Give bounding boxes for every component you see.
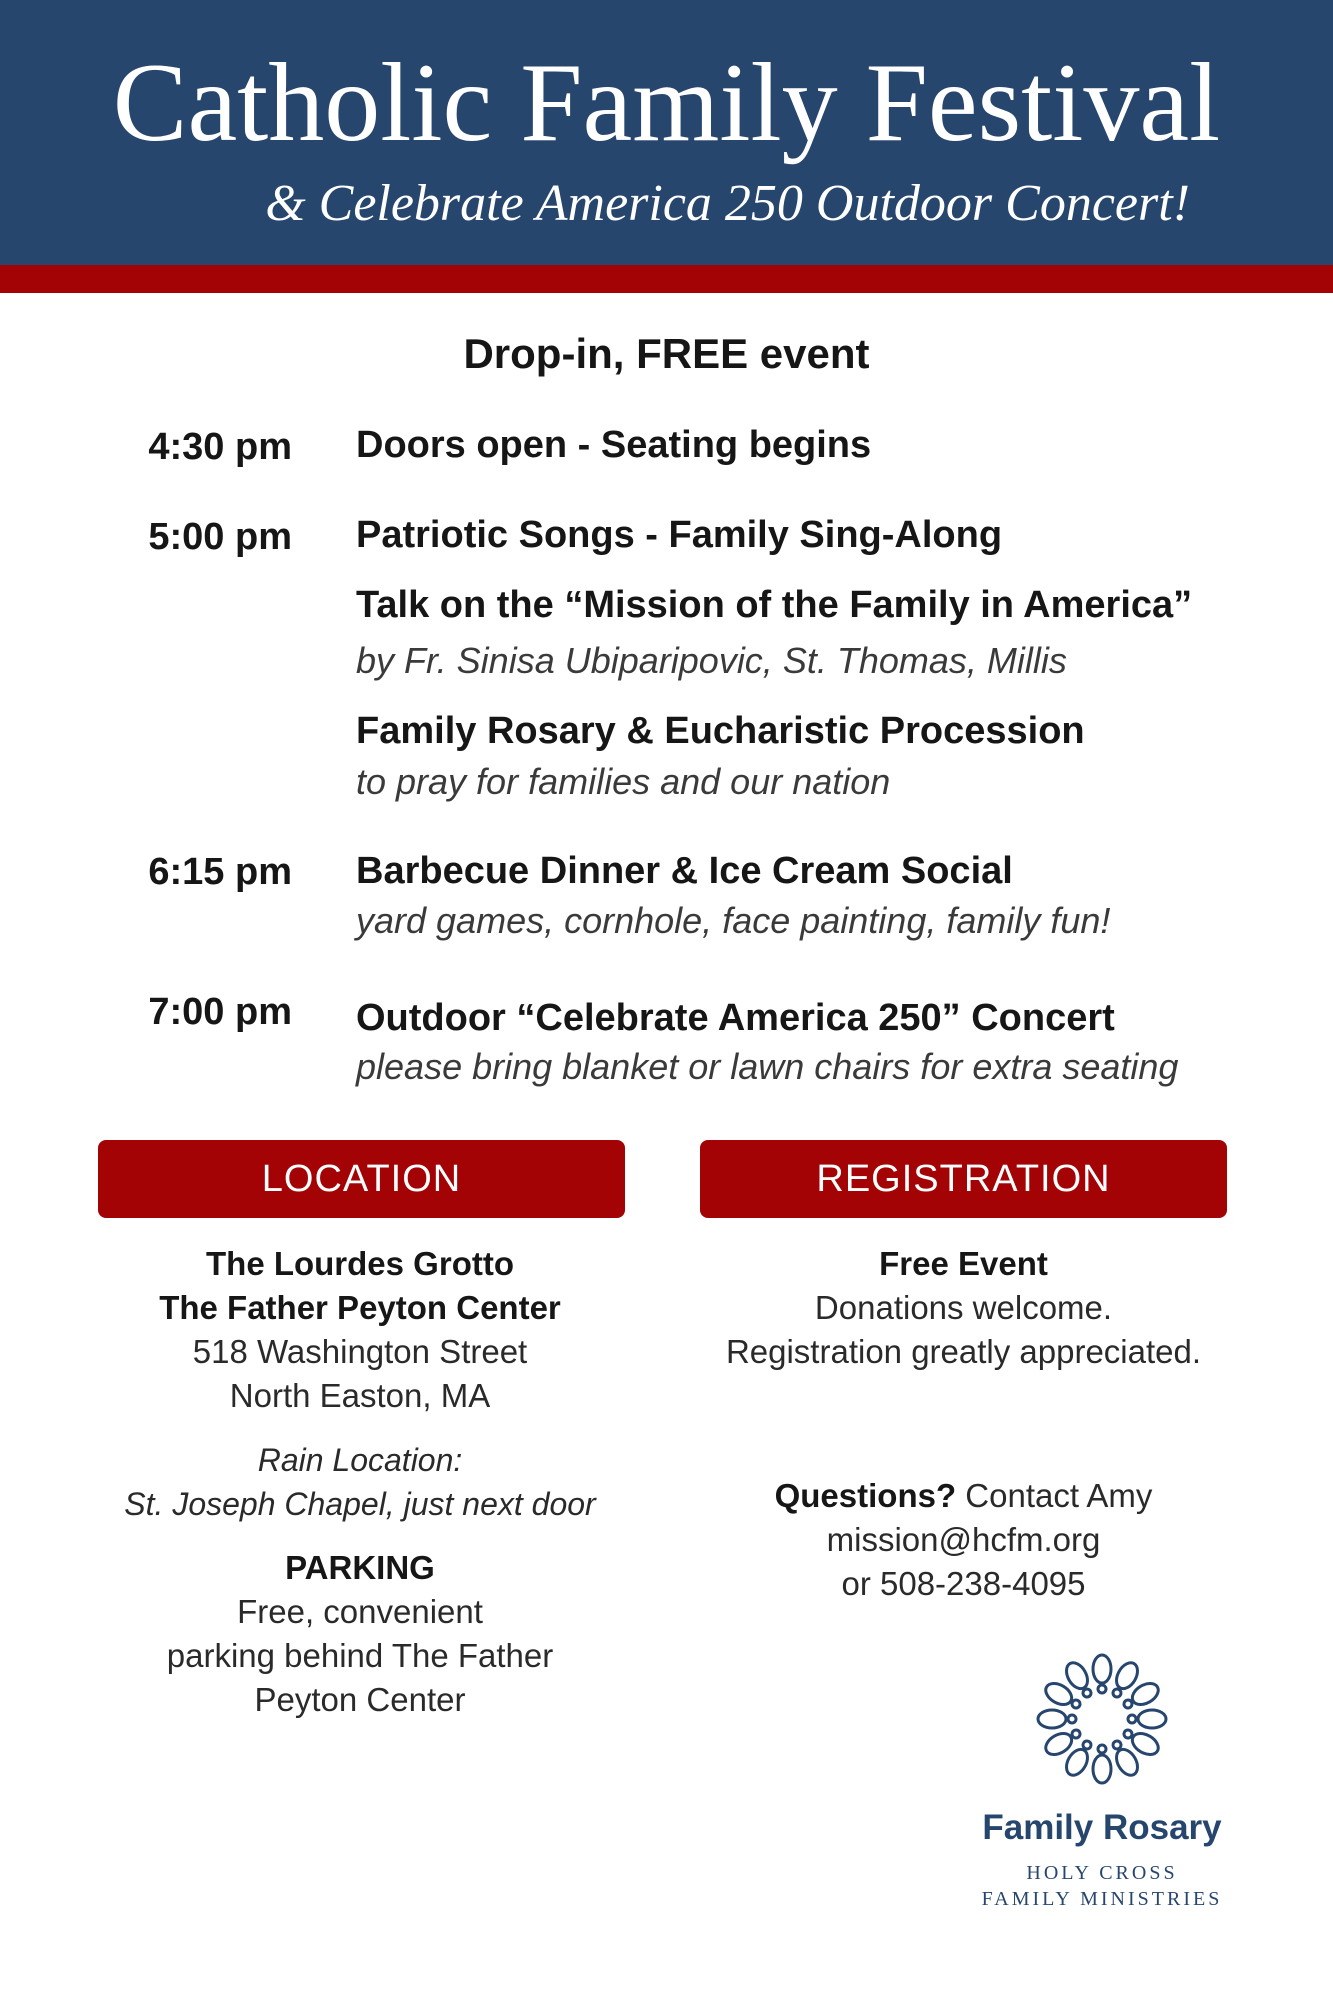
registration-details bbox=[682, 1242, 1245, 1606]
drop-in-notice: Drop-in, FREE event bbox=[463, 330, 870, 377]
event-rosary-desc: to pray for families and our nation bbox=[356, 761, 891, 802]
event-bbq-title: Barbecue Dinner & Ice Cream Social bbox=[356, 850, 1013, 892]
parking-line: parking behind The Father bbox=[166, 1637, 554, 1674]
event-rosary-title: Family Rosary & Eucharistic Procession bbox=[356, 710, 1085, 752]
time-700: 7:00 pm bbox=[148, 991, 292, 1033]
time-430: 4:30 pm bbox=[148, 426, 292, 468]
event-concert-title: Outdoor “Celebrate America 250” Concert bbox=[356, 997, 1115, 1039]
contact-name: Contact Amy bbox=[956, 1477, 1153, 1514]
event-sing-along: Patriotic Songs - Family Sing-Along bbox=[356, 514, 1003, 556]
questions-line bbox=[682, 1474, 1245, 1518]
event-talk-speaker: by Fr. Sinisa Ubiparipovic, St. Thomas, Millis bbox=[356, 640, 1067, 681]
time-615: 6:15 pm bbox=[148, 851, 292, 893]
parking-line: Peyton Center bbox=[254, 1681, 466, 1718]
location-heading: LOCATION bbox=[98, 1140, 625, 1218]
venue-name: The Lourdes Grotto bbox=[206, 1245, 514, 1282]
registration-heading: REGISTRATION bbox=[700, 1140, 1227, 1218]
donations-text: Donations welcome. bbox=[814, 1289, 1113, 1326]
event-doors-open: Doors open - Seating begins bbox=[356, 424, 872, 466]
free-event: Free Event bbox=[879, 1245, 1048, 1282]
venue-center: The Father Peyton Center bbox=[159, 1289, 561, 1326]
event-subtitle: & Celebrate America 250 Outdoor Concert! bbox=[265, 175, 1190, 232]
parking-line: Free, convenient bbox=[237, 1593, 483, 1630]
event-title: Catholic Family Festival bbox=[112, 41, 1221, 165]
event-bbq-desc: yard games, cornhole, face painting, family fun! bbox=[356, 900, 1111, 941]
time-500: 5:00 pm bbox=[148, 516, 292, 558]
rain-location-place: St. Joseph Chapel, just next door bbox=[124, 1486, 596, 1522]
parking-heading: PARKING bbox=[285, 1549, 435, 1586]
logo-family-rosary: Family Rosary bbox=[982, 1808, 1222, 1847]
registration-note: Registration greatly appreciated. bbox=[725, 1333, 1202, 1370]
contact-phone[interactable]: or 508-238-4095 bbox=[841, 1565, 1086, 1602]
venue-city: North Easton, MA bbox=[229, 1377, 491, 1414]
rosary-wreath-icon bbox=[1028, 1645, 1176, 1793]
logo-family-ministries: FAMILY MINISTRIES bbox=[981, 1888, 1223, 1910]
contact-email[interactable]: mission@hcfm.org bbox=[826, 1521, 1101, 1558]
venue-street: 518 Washington Street bbox=[192, 1333, 528, 1370]
rain-location-label: Rain Location: bbox=[257, 1442, 463, 1478]
header-red-stripe bbox=[0, 265, 1333, 293]
questions-label: Questions? bbox=[774, 1477, 957, 1514]
logo-holy-cross: HOLY CROSS bbox=[1026, 1862, 1178, 1884]
event-talk-title: Talk on the “Mission of the Family in America” bbox=[356, 584, 1193, 626]
location-details bbox=[80, 1242, 640, 1722]
event-concert-desc: please bring blanket or lawn chairs for extra seating bbox=[356, 1046, 1179, 1087]
